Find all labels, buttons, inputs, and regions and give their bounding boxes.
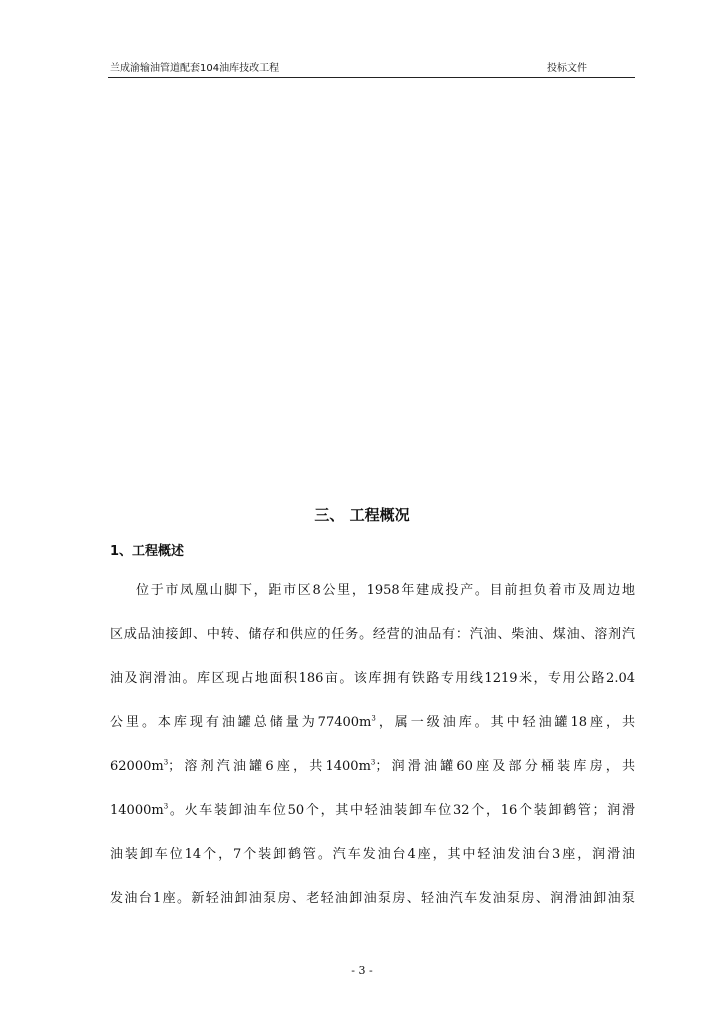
page-number: - 3 - (351, 964, 373, 977)
body-line (110, 757, 635, 777)
page-header (108, 63, 635, 78)
superscript: 3 (163, 802, 169, 811)
body-text: ；润滑油罐60座及部分桶装库房，共 (375, 759, 635, 774)
subheading: 1、工程概述 (110, 544, 185, 559)
body-line: 油装卸车位14个，7个装卸鹤管。汽车发油台4座，其中轻油发油台3座，润滑油 (110, 847, 635, 862)
body-text: 。火车装卸油车位50个，其中轻油装卸车位32个，16个装卸鹤管；润滑 (168, 803, 635, 818)
header-project-title: 兰成渝输油管道配套104油库技改工程 (110, 63, 280, 74)
body-text: ，属一级油库。其中轻油罐18座，共 (375, 715, 635, 730)
body-text: 62000m (110, 759, 164, 774)
superscript: 3 (371, 714, 376, 723)
section-title: 三、 工程概况 (314, 506, 410, 524)
body-line: 油及润滑油。库区现占地面积186亩。该库拥有铁路专用线1219米，专用公路2.04 (110, 671, 635, 686)
body-text: 公里。本库现有油罐总储量为77400m (110, 715, 372, 730)
body-line: 发油台1座。新轻油卸油泵房、老轻油卸油泵房、轻油汽车发油泵房、润滑油卸油泵 (110, 891, 635, 906)
body-line (110, 801, 635, 821)
body-text: 14000m (110, 803, 164, 818)
body-line (110, 713, 635, 733)
superscript: 3 (163, 758, 169, 767)
body-line: 区成品油接卸、中转、储存和供应的任务。经营的油品有：汽油、柴油、煤油、溶剂汽 (110, 627, 635, 642)
body-text: ；溶剂汽油罐6座，共1400m (168, 759, 371, 774)
body-line: 位于市凤凰山脚下，距市区8公里，1958年建成投产。目前担负着市及周边地 (136, 583, 635, 598)
header-document-type: 投标文件 (547, 63, 587, 74)
superscript: 3 (370, 758, 376, 767)
